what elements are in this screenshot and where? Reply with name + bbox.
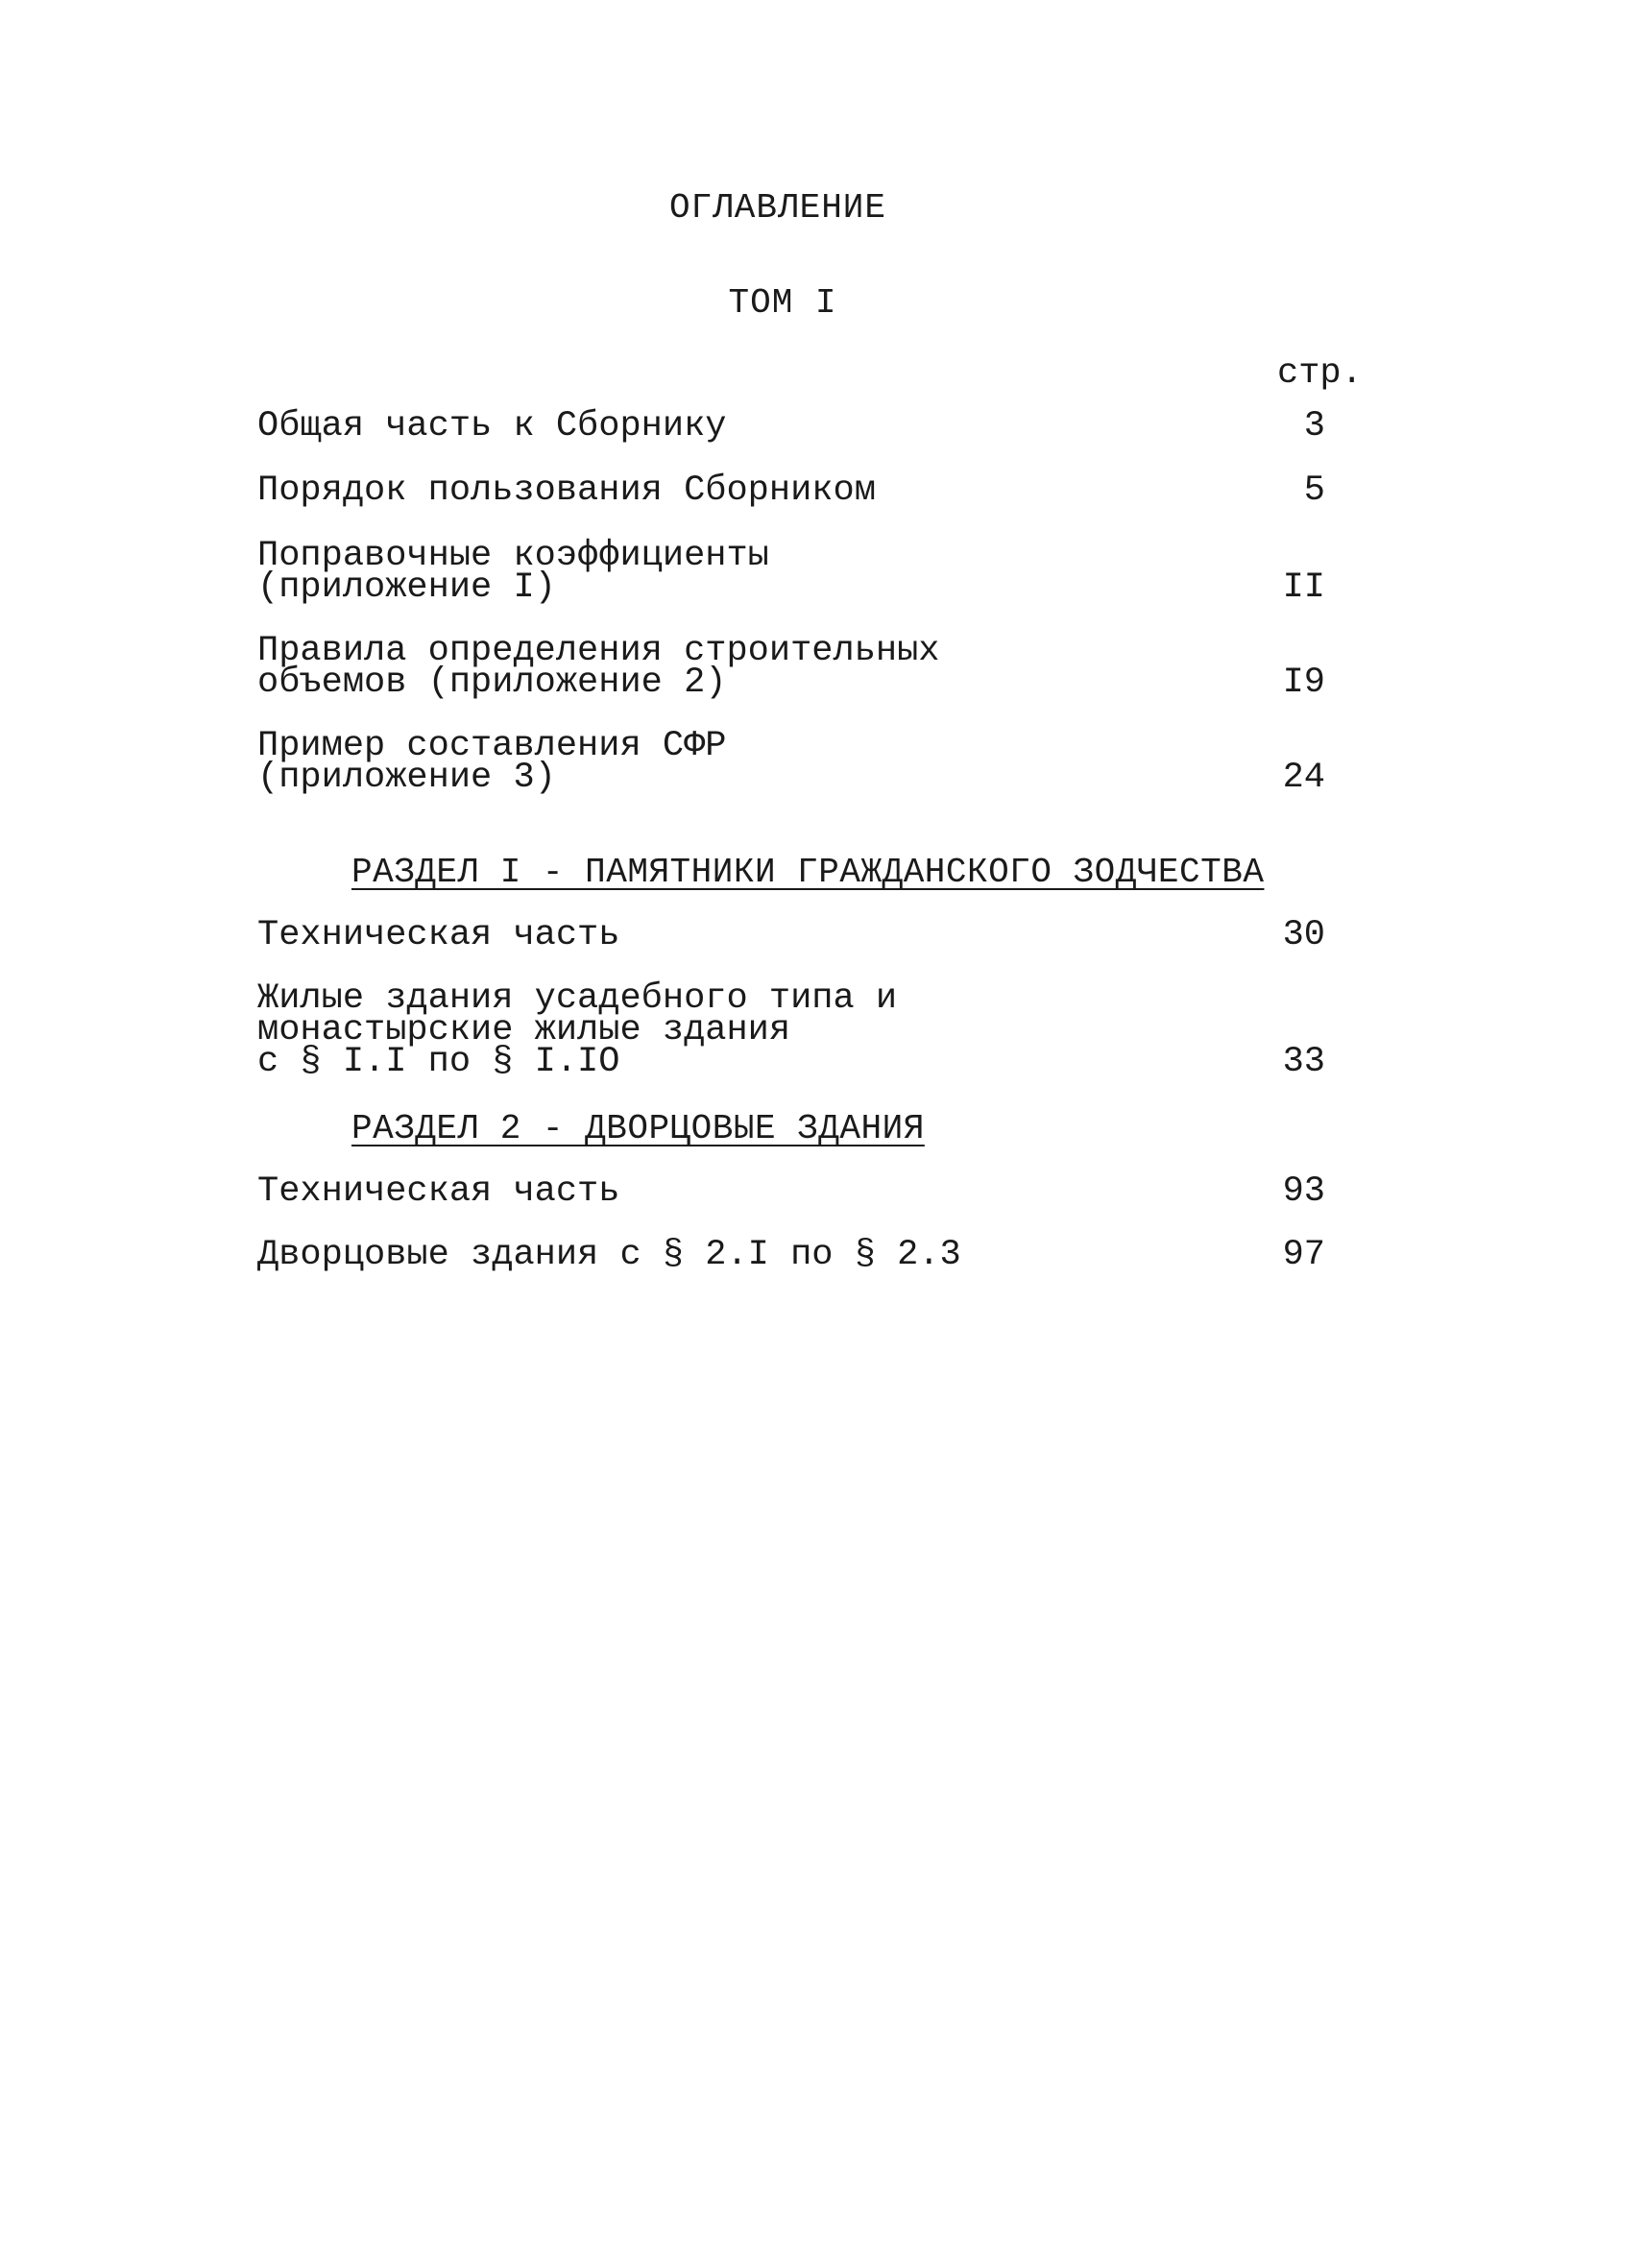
toc-entry-text: Жилые здания усадебного типа и монастырские жилые здания с § I.I по § I.IO — [257, 978, 898, 1082]
toc-entry-page: 97 — [1282, 1235, 1325, 1275]
toc-entry-page: 33 — [1282, 1042, 1325, 1082]
toc-entry-text: Общая часть к Сборнику — [257, 406, 727, 446]
toc-entry-page: 24 — [1282, 758, 1325, 798]
toc-entry-text: Техническая часть — [257, 1171, 620, 1212]
toc-entry — [257, 406, 1352, 446]
toc-entry-text: Пример составления СФР (приложение 3) — [257, 726, 727, 798]
toc-entry-page: 5 — [1303, 470, 1325, 511]
toc-entry — [257, 536, 1352, 608]
volume-title: ТОМ I — [728, 283, 837, 323]
toc-entry — [257, 470, 1352, 511]
toc-entry — [257, 631, 1352, 703]
toc-entry-page: 30 — [1282, 915, 1325, 955]
toc-entry — [257, 915, 1352, 955]
toc-entry-page: I9 — [1282, 663, 1325, 703]
toc-entry-text: Поправочные коэффициенты (приложение I) — [257, 536, 769, 608]
toc-entry-page: 93 — [1282, 1171, 1325, 1212]
toc-entry — [257, 1235, 1352, 1275]
section-heading: РАЗДЕЛ 2 - ДВОРЦОВЫЕ ЗДАНИЯ — [351, 1109, 925, 1148]
toc-entry — [257, 726, 1352, 798]
toc-entry-text: Дворцовые здания с § 2.I по § 2.3 — [257, 1235, 961, 1275]
toc-entry-text: Порядок пользования Сборником — [257, 470, 876, 511]
toc-entry-text: Правила определения строительных объемов (приложение 2) — [257, 631, 940, 703]
toc-entry — [257, 1171, 1352, 1212]
section-heading: РАЗДЕЛ I - ПАМЯТНИКИ ГРАЖДАНСКОГО ЗОДЧЕСТВА — [351, 853, 1265, 892]
toc-entry-text: Техническая часть — [257, 915, 620, 955]
document-title: ОГЛАВЛЕНИЕ — [668, 188, 887, 228]
toc-entry — [257, 978, 1352, 1082]
page-column-label: стр. — [1277, 353, 1363, 394]
toc-entry-page: 3 — [1303, 406, 1325, 446]
toc-entry-page: II — [1282, 567, 1325, 608]
